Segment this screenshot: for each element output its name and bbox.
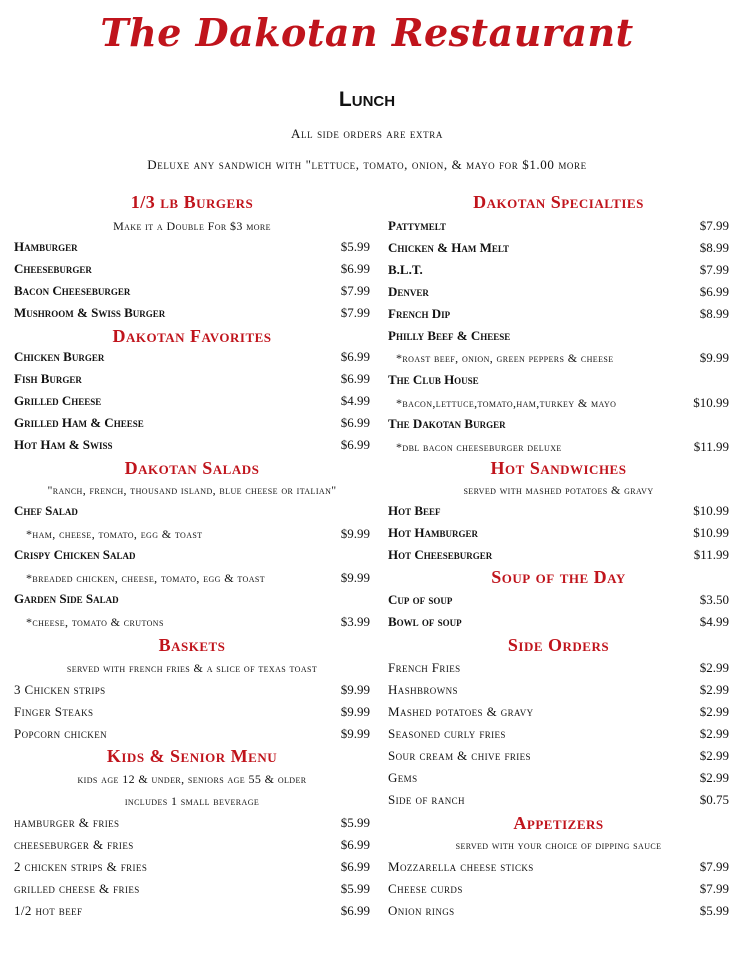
menu-item bbox=[14, 725, 370, 743]
menu-item bbox=[14, 260, 370, 278]
item-price: $3.99 bbox=[340, 614, 370, 629]
item-name: Cheese curds bbox=[388, 881, 463, 896]
item-price: $9.99 bbox=[340, 570, 370, 585]
menu-item-description bbox=[396, 349, 729, 367]
item-name: Hamburger bbox=[14, 239, 78, 254]
item-name: The Club House bbox=[388, 372, 479, 387]
menu-item bbox=[14, 836, 370, 854]
item-name: Chicken Burger bbox=[14, 349, 105, 364]
item-price: $6.99 bbox=[340, 859, 370, 874]
section-title-burgers: 1/3 lb Burgers bbox=[130, 192, 254, 212]
menu-item bbox=[388, 681, 729, 699]
item-price: $10.99 bbox=[693, 525, 729, 540]
section-sub-hot-sandwiches: served with mashed potatoes & gravy bbox=[463, 483, 654, 497]
item-price: $9.99 bbox=[340, 682, 370, 697]
item-name: Hot Hamburger bbox=[388, 525, 478, 540]
menu-item bbox=[388, 502, 729, 520]
section-title-baskets: Baskets bbox=[158, 635, 226, 655]
menu-item bbox=[14, 392, 370, 410]
section-title-appetizers: Appetizers bbox=[513, 813, 604, 833]
item-description: *cheese, tomato & crutons bbox=[26, 615, 164, 629]
menu-item bbox=[14, 282, 370, 300]
item-price: $8.99 bbox=[699, 306, 729, 321]
section-sub-burgers: Make it a Double For $3 more bbox=[113, 219, 271, 233]
menu-item bbox=[388, 659, 729, 677]
item-name: The Dakotan Burger bbox=[388, 416, 506, 431]
item-price: $5.99 bbox=[340, 881, 370, 896]
item-name: Popcorn chicken bbox=[14, 726, 107, 741]
item-name: Gems bbox=[388, 770, 418, 785]
item-name: Pattymelt bbox=[388, 218, 446, 233]
item-name: Hot Ham & Swiss bbox=[14, 437, 113, 452]
item-name: French Dip bbox=[388, 306, 451, 321]
menu-item bbox=[388, 880, 729, 898]
item-name: Mashed potatoes & gravy bbox=[388, 704, 534, 719]
menu-item bbox=[388, 239, 729, 257]
item-price: $9.99 bbox=[340, 726, 370, 741]
item-price: $4.99 bbox=[340, 393, 370, 408]
menu-item bbox=[388, 747, 729, 765]
section-sub-appetizers: served with your choice of dipping sauce bbox=[455, 838, 662, 852]
menu-item bbox=[14, 590, 370, 608]
menu-item bbox=[388, 371, 729, 389]
item-name: Cup of soup bbox=[388, 592, 453, 607]
item-name: Hot Cheeseburger bbox=[388, 547, 493, 562]
item-name: 2 chicken strips & fries bbox=[14, 859, 148, 874]
item-name: Fish Burger bbox=[14, 371, 82, 386]
menu-item bbox=[14, 681, 370, 699]
menu-item bbox=[14, 703, 370, 721]
item-price: $10.99 bbox=[693, 395, 729, 410]
section-sub-baskets: served with french fries & a slice of texas toast bbox=[66, 661, 318, 675]
item-price: $9.99 bbox=[699, 350, 729, 365]
item-price: $2.99 bbox=[699, 704, 729, 719]
item-price: $2.99 bbox=[699, 748, 729, 763]
section-sub-salads: "ranch, french, thousand island, blue cheese or italian" bbox=[47, 483, 337, 497]
item-price: $6.99 bbox=[340, 415, 370, 430]
menu-item bbox=[14, 348, 370, 366]
item-name: Grilled Ham & Cheese bbox=[14, 415, 144, 430]
menu-item bbox=[388, 415, 729, 433]
item-price: $9.99 bbox=[340, 704, 370, 719]
item-price: $2.99 bbox=[699, 660, 729, 675]
menu-item-description bbox=[396, 438, 729, 456]
menu-item bbox=[14, 902, 370, 920]
menu-item bbox=[14, 546, 370, 564]
section-title-kids: Kids & Senior Menu bbox=[106, 746, 278, 766]
right-column bbox=[388, 0, 729, 960]
note-deluxe: Deluxe any sandwich with "lettuce, tomato, onion, & mayo for $1.00 more bbox=[147, 157, 587, 172]
section-title-salads: Dakotan Salads bbox=[124, 458, 260, 478]
menu-item bbox=[388, 613, 729, 631]
section-sub-kids-age: kids age 12 & under, seniors age 55 & older bbox=[77, 772, 307, 786]
menu-item bbox=[388, 305, 729, 323]
menu-item bbox=[14, 858, 370, 876]
item-price: $7.99 bbox=[340, 305, 370, 320]
restaurant-title: The Dakotan Restaurant bbox=[100, 10, 634, 55]
section-title-favorites: Dakotan Favorites bbox=[112, 326, 272, 346]
item-price: $6.99 bbox=[340, 261, 370, 276]
item-name: B.L.T. bbox=[388, 262, 423, 277]
menu-subtitle: Lunch bbox=[338, 88, 396, 111]
item-name: cheeseburger & fries bbox=[14, 837, 134, 852]
menu-item bbox=[388, 546, 729, 564]
menu-item bbox=[388, 283, 729, 301]
item-name: Chicken & Ham Melt bbox=[388, 240, 510, 255]
item-price: $5.99 bbox=[340, 815, 370, 830]
item-name: Seasoned curly fries bbox=[388, 726, 506, 741]
menu-item bbox=[14, 436, 370, 454]
menu-item bbox=[388, 261, 729, 279]
menu-item bbox=[14, 502, 370, 520]
item-price: $2.99 bbox=[699, 726, 729, 741]
item-name: Sour cream & chive fries bbox=[388, 748, 531, 763]
item-name: Crispy Chicken Salad bbox=[14, 547, 136, 562]
item-name: Hot Beef bbox=[388, 503, 441, 518]
item-price: $2.99 bbox=[699, 770, 729, 785]
item-name: French Fries bbox=[388, 660, 461, 675]
menu-item-description bbox=[396, 394, 729, 412]
item-price: $2.99 bbox=[699, 682, 729, 697]
item-description: *breaded chicken, cheese, tomato, egg & toast bbox=[26, 571, 266, 585]
item-price: $8.99 bbox=[699, 240, 729, 255]
menu-item-description bbox=[26, 613, 370, 631]
item-price: $7.99 bbox=[699, 218, 729, 233]
menu-item bbox=[14, 304, 370, 322]
note-side-orders: All side orders are extra bbox=[291, 126, 443, 141]
item-price: $6.99 bbox=[340, 837, 370, 852]
item-price: $4.99 bbox=[699, 614, 729, 629]
menu-item bbox=[388, 217, 729, 235]
item-name: 3 Chicken strips bbox=[14, 682, 106, 697]
left-column bbox=[14, 0, 370, 960]
item-price: $6.99 bbox=[340, 903, 370, 918]
menu-item bbox=[388, 327, 729, 345]
item-name: Bacon Cheeseburger bbox=[14, 283, 131, 298]
menu-item bbox=[388, 591, 729, 609]
section-title-soup: Soup of the Day bbox=[491, 567, 626, 587]
item-name: hamburger & fries bbox=[14, 815, 120, 830]
item-price: $7.99 bbox=[699, 859, 729, 874]
section-title-specialties: Dakotan Specialties bbox=[473, 192, 644, 212]
section-title-side-orders: Side Orders bbox=[507, 635, 610, 655]
item-price: $11.99 bbox=[693, 439, 729, 454]
item-name: Denver bbox=[388, 284, 429, 299]
item-name: Garden Side Salad bbox=[14, 591, 119, 606]
item-price: $9.99 bbox=[340, 526, 370, 541]
menu-item bbox=[388, 703, 729, 721]
menu-item bbox=[388, 902, 729, 920]
item-price: $7.99 bbox=[699, 881, 729, 896]
item-price: $11.99 bbox=[693, 547, 729, 562]
item-description: *bacon,lettuce,tomato,ham,turkey & mayo bbox=[396, 396, 617, 410]
item-description: *dbl bacon cheeseburger deluxe bbox=[396, 440, 562, 454]
menu-item bbox=[388, 769, 729, 787]
item-name: 1/2 hot beef bbox=[14, 903, 83, 918]
menu-item bbox=[14, 880, 370, 898]
item-name: Bowl of soup bbox=[388, 614, 462, 629]
item-price: $0.75 bbox=[699, 792, 729, 807]
menu-item bbox=[388, 725, 729, 743]
item-name: Hashbrowns bbox=[388, 682, 458, 697]
item-name: Mushroom & Swiss Burger bbox=[14, 305, 166, 320]
item-name: grilled cheese & fries bbox=[14, 881, 140, 896]
item-name: Mozzarella cheese sticks bbox=[388, 859, 534, 874]
menu-item bbox=[14, 238, 370, 256]
menu-item bbox=[14, 370, 370, 388]
item-description: *ham, cheese, tomato, egg & toast bbox=[26, 527, 203, 541]
item-name: Cheeseburger bbox=[14, 261, 92, 276]
item-price: $5.99 bbox=[699, 903, 729, 918]
item-name: Chef Salad bbox=[14, 503, 78, 518]
item-price: $6.99 bbox=[340, 349, 370, 364]
item-price: $7.99 bbox=[699, 262, 729, 277]
item-price: $6.99 bbox=[340, 371, 370, 386]
section-title-hot-sandwiches: Hot Sandwiches bbox=[490, 458, 627, 478]
menu-item bbox=[388, 524, 729, 542]
menu-item-description bbox=[26, 569, 370, 587]
item-name: Philly Beef & Cheese bbox=[388, 328, 511, 343]
item-description: *roast beef, onion, green peppers & cheese bbox=[396, 351, 614, 365]
item-price: $3.50 bbox=[699, 592, 729, 607]
item-name: Grilled Cheese bbox=[14, 393, 102, 408]
item-price: $6.99 bbox=[340, 437, 370, 452]
menu-item-description bbox=[26, 525, 370, 543]
menu-item bbox=[388, 858, 729, 876]
menu-item bbox=[14, 814, 370, 832]
item-name: Onion rings bbox=[388, 903, 455, 918]
item-price: $6.99 bbox=[699, 284, 729, 299]
item-price: $5.99 bbox=[340, 239, 370, 254]
item-price: $7.99 bbox=[340, 283, 370, 298]
menu-item bbox=[388, 791, 729, 809]
item-price: $10.99 bbox=[693, 503, 729, 518]
menu-item bbox=[14, 414, 370, 432]
item-name: Side of ranch bbox=[388, 792, 465, 807]
item-name: Finger Steaks bbox=[14, 704, 94, 719]
section-sub-kids-beverage: includes 1 small beverage bbox=[124, 794, 260, 808]
